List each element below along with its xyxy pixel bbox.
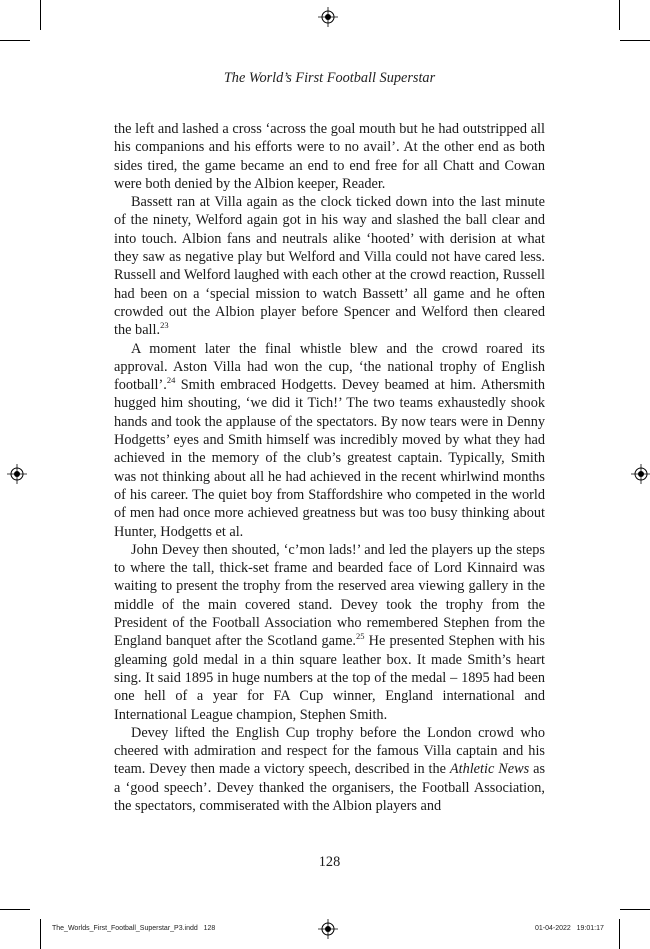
paragraph-text: John Devey then shouted, ‘c’mon lads!’ and led the players up the steps to where the tall, thick-set frame and bearded face of Lord Kinnaird was waiting to present the trophy from the reserved area viewing gallery in the middle of the main covered stand. Devey took the trophy from the President of the Football Association who remembered Stephen from the England banquet after the Scotland game. (114, 541, 545, 650)
body-text (114, 120, 545, 815)
registration-mark-icon (7, 464, 27, 484)
crop-mark (619, 0, 620, 30)
paragraph-text: Devey lifted the English Cup trophy before the London crowd who cheered with admiration and respect for the famous Villa captain and his team. Devey then made a victory speech, described in the (114, 724, 545, 778)
paragraph (114, 541, 545, 724)
paragraph (114, 193, 545, 339)
paragraph-text: He presented Stephen with his gleaming gold medal in a thin square leather box. It made Smith’s heart sing. It said 1895 in huge numbers at the top of the medal – 1895 had been one hell of a year for FA Cup winner, England international and International League champion, Stephen Smith. (114, 633, 545, 723)
paragraph (114, 724, 545, 815)
crop-mark (620, 909, 650, 910)
paragraph-text: Bassett ran at Villa again as the clock ticked down into the last minute of the ninety, Welford again got in his way and slashed the ball clear and into touch. Albion fans and neutrals alike ‘hooted’ with derision at what they saw as negative play but Welford and Villa could not have cared less. Russell and Welford laughed with each other at the crowd reaction, Russell had been on a ‘special mission to watch Bassett’ all game and he often crowded out the Albion player before Spencer and Welford then cleared the ball. (114, 194, 545, 339)
page-number: 128 (318, 854, 341, 870)
crop-mark (40, 919, 41, 949)
paragraph-text: as a ‘good speech’. Devey thanked the organisers, the Football Association, the spectators, commiserated with the Albion players and (114, 761, 546, 814)
slug-timestamp: 01-04-2022 19:01:17 (535, 925, 604, 932)
publication-title: Athletic News (449, 761, 530, 778)
crop-mark (0, 40, 30, 41)
footnote-ref: 25 (356, 631, 365, 642)
registration-mark-icon (318, 919, 338, 939)
paragraph-text: A moment later the final whistle blew and the crowd roared its approval. Aston Villa had won the cup, ‘the national trophy of English football’. (114, 340, 545, 394)
crop-mark (40, 0, 41, 30)
footnote-ref: 24 (166, 375, 176, 386)
paragraph (114, 340, 545, 541)
paragraph-text: Smith embraced Hodgetts. Devey beamed at him. Athersmith hugged him shouting, ‘we did it Tich!’ The two teams exhaustedly shook hands and took the applause of the spectators. By now tears were in Denny Hodgetts’ eyes and Smith himself was incredibly moved by what they had achieved in the memory of the club’s greatest captain. Typically, Smith was not thinking about all he had achieved in the recent whirlwind months of his career. The quiet boy from Staffordshire who competed in the world of men had once more achieved greatness but was too busy thinking about Hunter, Hodgetts et al. (114, 377, 545, 540)
running-header: The World’s First Football Superstar (223, 70, 436, 86)
registration-mark-icon (318, 7, 338, 27)
crop-mark (620, 40, 650, 41)
registration-mark-icon (631, 464, 650, 484)
crop-mark (619, 919, 620, 949)
footnote-ref: 23 (160, 320, 169, 331)
slug-filename: The_Worlds_First_Football_Superstar_P3.indd 128 (52, 925, 216, 932)
crop-mark (0, 909, 30, 910)
paragraph: the left and lashed a cross ‘across the goal mouth but he had outstripped all his companions and his efforts were to no avail’. At the other end as both sides tired, the game became an end to end free for all Chatt and Cowan were both denied by the Albion keeper, Reader. (114, 121, 545, 192)
